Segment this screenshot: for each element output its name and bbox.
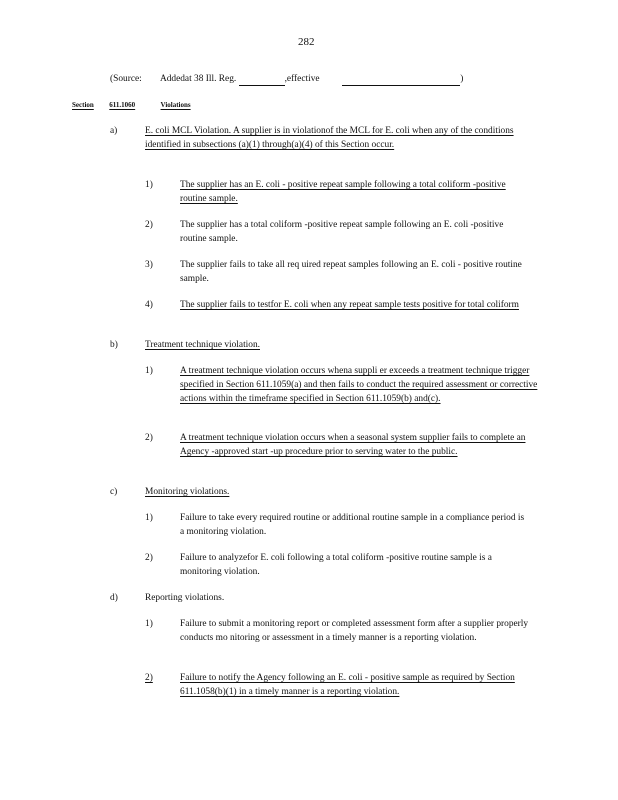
- c-item-2-text: Failure to analyzefor E. coli following a total coliform -positive routine sample is a monitoring violation.: [180, 553, 492, 577]
- d-item-1-text: Failure to submit a monitoring report or completed assessment form after a supplier properly conducts mo nitoring or assessment in a timely manner is a reporting violation.: [180, 619, 529, 643]
- subsection-d-heading: Reporting violations.: [145, 593, 225, 603]
- source-text: Addedat 38 Ill. Reg.: [159, 74, 237, 84]
- section-heading: [72, 101, 213, 109]
- subsection-a-letter: a): [110, 126, 118, 136]
- b-item-1-number: 1): [145, 366, 153, 376]
- d-item-1-number: 1): [145, 619, 153, 629]
- a-item-2-number: 2): [145, 220, 153, 230]
- source-effective: ,effective: [284, 74, 320, 84]
- d-item-2-text: Failure to notify the Agency following an E. coli - positive sample as required by Section 611.1058(b)(1) in a timely manner is a reporting violation.: [180, 673, 515, 697]
- section-title: Violations: [160, 101, 191, 109]
- subsection-c-heading: Monitoring violations.: [145, 487, 230, 497]
- a-item-1-number: 1): [145, 180, 153, 190]
- b-item-2-number: 2): [145, 433, 153, 443]
- b-item-1-text: A treatment technique violation occurs whena suppli er exceeds a treatment technique trigger specified in Section 611.1059(a) and then fails to conduct the required assessment or corrective actions within the timeframe specified in Section 611.1059(b) and(c).: [180, 366, 538, 404]
- a-item-4-text: The supplier fails to testfor E. coli when any repeat sample tests positive for total coliform: [180, 300, 519, 310]
- section-label: Section: [72, 101, 94, 109]
- page-number: 282: [298, 36, 315, 48]
- subsection-c-letter: c): [110, 487, 118, 497]
- section-number: 611.1060: [109, 101, 136, 109]
- c-item-2-number: 2): [145, 553, 153, 563]
- effective-date-blank: [342, 74, 460, 86]
- c-item-1-text: Failure to take every required routine or additional routine sample in a compliance period is a monitoring violation.: [180, 513, 525, 537]
- subsection-b-letter: b): [110, 340, 118, 350]
- subsection-b-heading: Treatment technique violation.: [145, 340, 260, 350]
- a-item-2-text: The supplier has a total coliform -positive repeat sample following an E. coli -positive routine sample.: [180, 220, 504, 244]
- register-blank: [239, 74, 285, 86]
- a-item-3-number: 3): [145, 260, 153, 270]
- a-item-4-number: 4): [145, 300, 153, 310]
- source-open: (Source:: [110, 74, 142, 84]
- a-item-3-text: The supplier fails to take all req uired repeat samples following an E. coli - positive routine sample.: [180, 260, 522, 284]
- source-close: ): [460, 74, 464, 84]
- a-item-1-text: The supplier has an E. coli - positive repeat sample following a total coliform -positive routine sample.: [180, 180, 506, 204]
- b-item-2-text: A treatment technique violation occurs when a seasonal system supplier fails to complete an Agency -approved start -up procedure prior to serving water to the public.: [180, 433, 526, 457]
- subsection-d-letter: d): [110, 593, 118, 603]
- source-line: [110, 72, 463, 86]
- c-item-1-number: 1): [145, 513, 153, 523]
- d-item-2-number: 2): [145, 673, 153, 683]
- subsection-a-text: E. coli MCL Violation. A supplier is in violationof the MCL for E. coli when any of the conditions identified in subsections (a)(1) through(a)(4) of this Section occur.: [145, 126, 514, 150]
